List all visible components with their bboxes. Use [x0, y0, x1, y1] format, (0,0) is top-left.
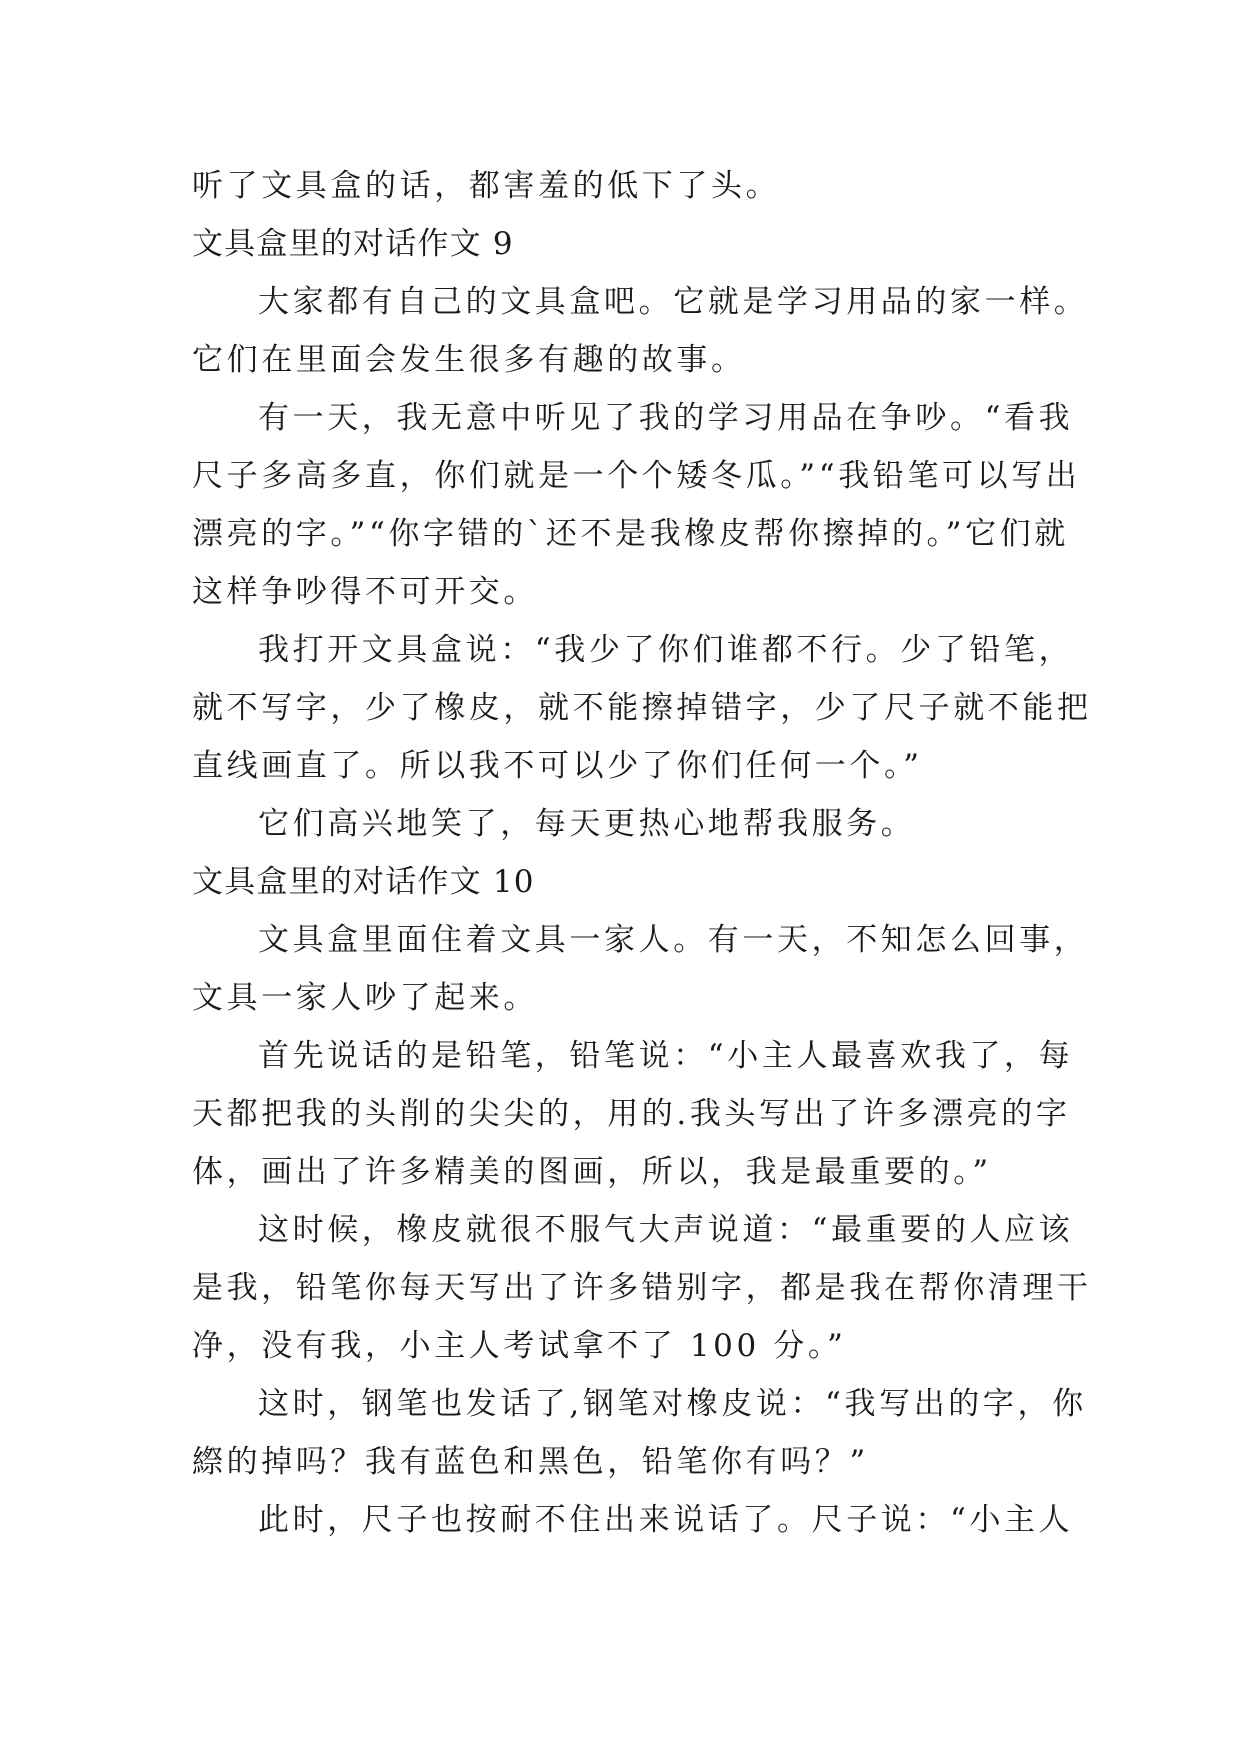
text-line: 这样争吵得不可开交。	[192, 574, 538, 610]
text-line: 文具一家人吵了起来。	[192, 980, 538, 1016]
text-line: 我打开文具盒说：“我少了你们谁都不行。少了铅笔，	[258, 632, 1074, 668]
text-line: 天都把我的头削的尖尖的，用的.我头写出了许多漂亮的字	[192, 1096, 1071, 1132]
text-line: 这时候，橡皮就很不服气大声说道：“最重要的人应该	[258, 1212, 1074, 1248]
text-line: 净，没有我，小主人考试拿不了 100 分。”	[192, 1328, 847, 1364]
text-line: 它们在里面会发生很多有趣的故事。	[192, 342, 746, 378]
text-line: 直线画直了。所以我不可以少了你们任何一个。”	[192, 748, 923, 784]
text-line: 此时，尺子也按耐不住出来说话了。尺子说：“小主人	[258, 1502, 1074, 1538]
text-line: 漂亮的字。”“你字错的`还不是我橡皮帮你擦掉的。”它们就	[192, 516, 1069, 552]
text-line: 文具盒里面住着文具一家人。有一天，不知怎么回事，	[258, 922, 1089, 958]
section-heading: 文具盒里的对话作文 9	[192, 226, 514, 262]
text-line: 首先说话的是铅笔，铅笔说：“小主人最喜欢我了，每	[258, 1038, 1074, 1074]
section-heading: 文具盒里的对话作文 10	[192, 864, 535, 900]
text-line: 大家都有自己的文具盒吧。它就是学习用品的家一样。	[258, 284, 1089, 320]
text-line: 縩的掉吗？我有蓝色和黑色，铅笔你有吗？”	[192, 1444, 869, 1480]
text-line: 听了文具盒的话，都害羞的低下了头。	[192, 168, 781, 204]
text-line: 这时，钢笔也发话了,钢笔对橡皮说：“我写出的字，你	[258, 1386, 1087, 1422]
text-line: 就不写字，少了橡皮，就不能擦掉错字，少了尺子就不能把	[192, 690, 1092, 726]
text-line: 尺子多高多直，你们就是一个个矮冬瓜。”“我铅笔可以写出	[192, 458, 1081, 494]
text-line: 体，画出了许多精美的图画，所以，我是最重要的。”	[192, 1154, 992, 1190]
text-line: 是我，铅笔你每天写出了许多错别字，都是我在帮你清理干	[192, 1270, 1092, 1306]
text-line: 它们高兴地笑了，每天更热心地帮我服务。	[258, 806, 916, 842]
text-line: 有一天，我无意中听见了我的学习用品在争吵。“看我	[258, 400, 1074, 436]
